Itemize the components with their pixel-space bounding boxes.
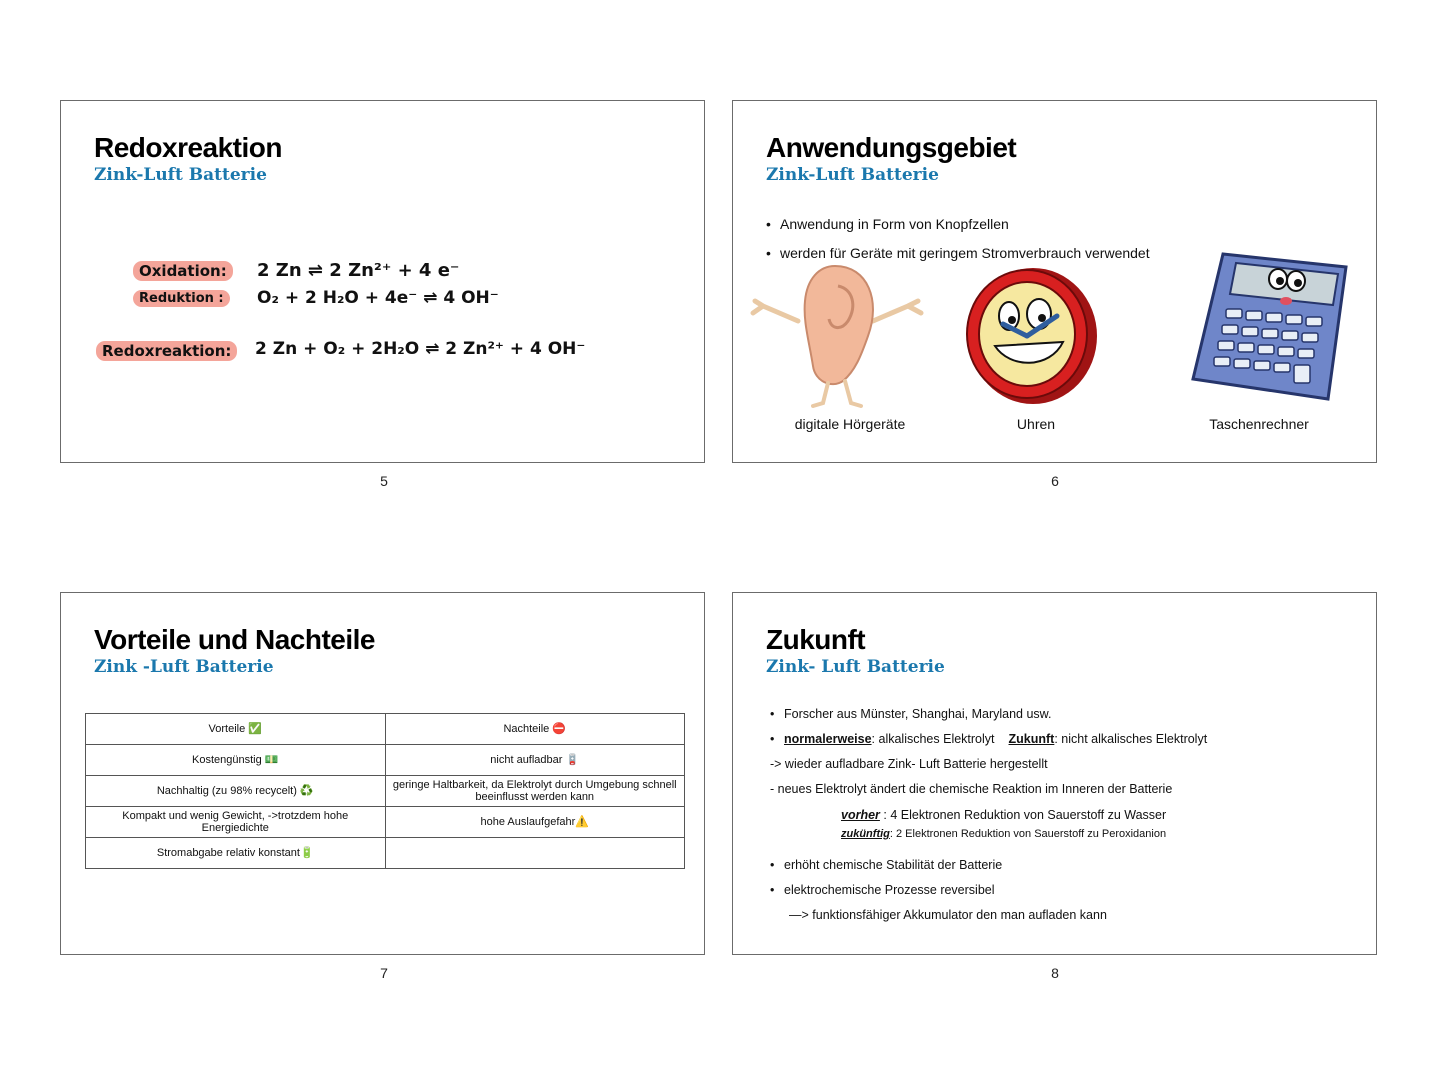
text-line: —> funktionsfähiger Akkumulator den man aufladen kann — [789, 908, 1107, 922]
bullet-item: • Forscher aus Münster, Shanghai, Maryland usw. — [770, 707, 1052, 721]
oxidation-label: Oxidation: — [133, 261, 233, 281]
oxidation-equation: 2 Zn ⇌ 2 Zn²⁺ + 4 e⁻ — [257, 260, 460, 281]
table-cell: Nachhaltig (zu 98% recycelt) ♻️ — [86, 776, 386, 807]
slide-vorteile-nachteile — [60, 592, 705, 955]
slide-redoxreaktion — [60, 100, 705, 463]
slide-title: Vorteile und Nachteile — [94, 624, 375, 655]
slide-title: Anwendungsgebiet — [766, 132, 1017, 163]
caption-uhren: Uhren — [1016, 416, 1056, 432]
table-cell: nicht aufladbar 🪫 — [385, 745, 685, 776]
redox-equation: 2 Zn + O₂ + 2H₂O ⇌ 2 Zn²⁺ + 4 OH⁻ — [255, 339, 586, 359]
text-line: -> wieder aufladbare Zink- Luft Batterie hergestellt — [770, 757, 1048, 771]
slide-title: Zukunft — [766, 624, 866, 655]
vorher-line: vorher : 4 Elektronen Reduktion von Sauerstoff zu Wasser — [841, 808, 1167, 822]
bullet-item: • elektrochemische Prozesse reversibel — [770, 883, 995, 897]
table-header-row — [86, 714, 685, 745]
bullet-item: • Anwendung in Form von Knopfzellen — [766, 216, 1009, 232]
clock-illustration — [965, 264, 1099, 406]
header-nachteile: Nachteile ⛔ — [385, 714, 685, 745]
slide-subtitle: Zink- Luft Batterie — [766, 657, 945, 677]
header-vorteile: Vorteile ✅ — [86, 714, 386, 745]
text-line: - neues Elektrolyt ändert die chemische Reaktion im Inneren der Batterie — [770, 782, 1173, 796]
table-cell: geringe Haltbarkeit, da Elektrolyt durch Umgebung schnell beeinflusst werden kann — [385, 776, 685, 807]
table-cell: Kompakt und wenig Gewicht, ->trotzdem hohe Energiedichte — [86, 807, 386, 838]
caption-hoergeraete: digitale Hörgeräte — [794, 416, 906, 432]
slide-subtitle: Zink-Luft Batterie — [94, 165, 267, 185]
table-cell: Stromabgabe relativ konstant🔋 — [86, 838, 386, 869]
table-row — [86, 807, 685, 838]
ear-illustration — [743, 261, 933, 411]
redox-label: Redoxreaktion: — [96, 341, 237, 361]
table-row — [86, 838, 685, 869]
bullet-item: • werden für Geräte mit geringem Stromverbrauch verwendet — [766, 245, 1150, 261]
slide-anwendungsgebiet — [732, 100, 1377, 463]
page-number: 5 — [380, 473, 388, 489]
slide-zukunft — [732, 592, 1377, 955]
zukunft-label: Zukunft — [1008, 732, 1055, 746]
table-row — [86, 776, 685, 807]
caption-taschenrechner: Taschenrechner — [1209, 416, 1309, 432]
zukuenftig-line: zukünftig: 2 Elektronen Reduktion von Sauerstoff zu Peroxidanion — [841, 828, 1167, 840]
pros-cons-table — [85, 713, 685, 869]
table-cell: hohe Auslaufgefahr⚠️ — [385, 807, 685, 838]
calculator-illustration — [1188, 249, 1350, 401]
slide-title: Redoxreaktion — [94, 132, 282, 163]
page-number: 8 — [1051, 965, 1059, 981]
table-cell: Kostengünstig 💵 — [86, 745, 386, 776]
page-number: 6 — [1051, 473, 1059, 489]
normal-label: normalerweise — [784, 732, 872, 746]
table-row — [86, 745, 685, 776]
slide-subtitle: Zink-Luft Batterie — [766, 165, 939, 185]
bullet-item: • normalerweise: alkalisches Elektrolyt Zukunft: nicht alkalisches Elektrolyt — [770, 732, 1208, 746]
slide-subtitle: Zink -Luft Batterie — [94, 657, 274, 677]
reduktion-label: Reduktion : — [133, 290, 230, 307]
reduktion-equation: O₂ + 2 H₂O + 4e⁻ ⇌ 4 OH⁻ — [257, 288, 499, 308]
page-number: 7 — [380, 965, 388, 981]
table-cell — [385, 838, 685, 869]
bullet-item: • erhöht chemische Stabilität der Batterie — [770, 858, 1003, 872]
